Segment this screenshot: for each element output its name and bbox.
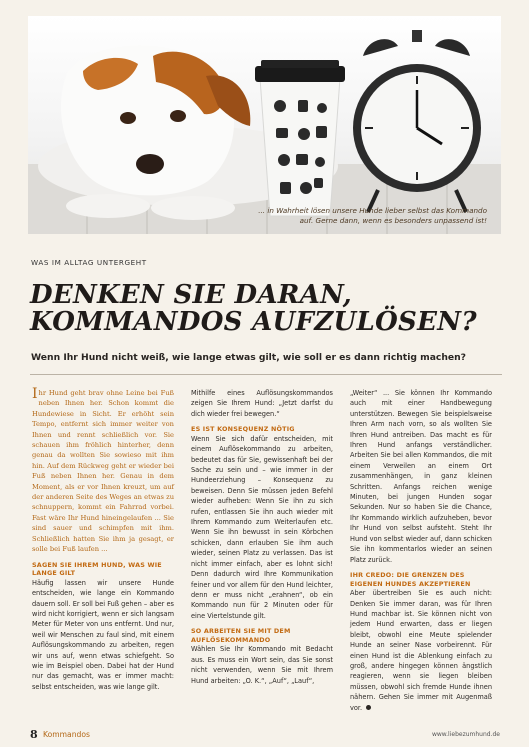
body-paragraph: Mithilfe eines Auflösungskommandos zeigen Sie Ihrem Hund: „Jetzt darfst du dich wieder frei bewegen.“: [191, 389, 333, 418]
article-kicker: WAS IM ALLTAG UNTERGEHT: [31, 258, 147, 267]
hero-photo: [28, 16, 501, 234]
footer-section: Kommandos: [43, 730, 90, 739]
lead-paragraph: [32, 388, 174, 555]
lead-text: hr Hund geht brav ohne Leine bei Fuß neben Ihnen her. Schon kommt die Hundewiese in Sicht. Er erhöht sein Tempo, entfernt sich immer weiter von Ihnen und rennt schließlich vor. Sie schauen ihm fröhlich hinterher, denn genau da wollten Sie sowieso mit ihm hin. Auf dem Rückweg geht er wieder bei Fuß neben Ihnen her. Genau in dem Moment, als er vor Ihnen kreuzt, um auf der anderen Seite des Weges an etwas zu schnuppern, kommt ein Fahrrad vorbei. Fast wäre Ihr Hund hineingelaufen ... Sie sind sauer und schimpfen mit ihm. Schließlich hatten Sie ihm ja gesagt, er solle bei Fuß laufen ...: [32, 389, 174, 554]
text-column-3: [350, 388, 492, 713]
section-heading: IHR CREDO: DIE GRENZEN DES EIGENEN HUNDES AKZEPTIEREN: [350, 570, 471, 588]
divider-rule: [30, 374, 502, 375]
body-paragraph: „Weiter“ ... Sie können Ihr Kommando auch mit einer Handbewegung unterstützen. Bewegen Sie beispielsweise Ihren Arm nach vorn, so als wollten Sie Ihren Hund antreiben. Das macht es für Ihren Hund anfangs verständlicher. Arbeiten Sie bei allen Kommandos, die mit einem Verweilen an einem Ort zusammenhängen, in ganz kleinen Schritten. Anfangs reichen wenige Minuten, bei jungen Hunden sogar Sekunden. Nur so haben Sie die Chance, Ihr Kommando wirklich aufzuheben, bevor Ihr Hund von selbst aufsteht. Steht Ihr Hund von selbst wieder auf, dann schicken Sie ihn kommentarlos wieder an seinen Platz zurück.: [350, 389, 492, 564]
footer-url[interactable]: www.liebezumhund.de: [431, 731, 500, 738]
end-mark-icon: [366, 705, 371, 710]
caption-line-1: ... in Wahrheit lösen unsere Hunde lieber selbst das Kommando: [258, 206, 487, 215]
photo-caption: [237, 206, 487, 226]
final-text: Aber übertreiben Sie es auch nicht: Denken Sie immer daran, was für Ihren Hund machbar ist. Sie können nicht von jedem Hund erwarten, dass er liegen bleibt, obwohl eine Meute spielender Hunde an seiner Nase vorbeirennt. Für einen Hund ist die Ablenkung einfach zu groß, andere hingegen können ängstlich reagieren, wenn sie liegen bleiben müssen, obwohl sich fremde Hunde ihnen nähern. Gehen Sie immer mit Augenmaß vor.: [350, 589, 492, 712]
body-paragraph: Wählen Sie Ihr Kommando mit Bedacht aus. Es muss ein Wort sein, das Sie sonst nicht verwenden, wenn Sie mit Ihrem Hund arbeiten: „O. K.“, „Auf“, „Lauf“,: [191, 645, 333, 685]
drop-cap: I: [32, 386, 38, 402]
article-subhead: Wenn Ihr Hund nicht weiß, wie lange etwas gilt, wie soll er es dann richtig machen?: [31, 352, 466, 363]
body-paragraph: Häufig lassen wir unsere Hunde entscheiden, wie lange ein Kommando dauern soll. Er soll bei Fuß gehen – aber es wird nicht korrigiert, wenn er sich langsam Meter für Meter von uns entfernt. Und nur, weil wir Menschen zu faul sind, mit einem Auflösungskommando zu arbeiten, regen wir uns auf, wenn etwas schiefgeht. So wie im Beispiel oben. Dabei hat der Hund nur das gemacht, was er immer macht: selbst entscheiden, was wie lange gilt.: [32, 578, 174, 691]
page-number: 8: [30, 728, 38, 741]
caption-line-2: auf. Gerne dann, wenn es besonders unpassend ist!: [299, 216, 487, 225]
section-heading: SAGEN SIE IHREM HUND, WAS WIE LANGE GILT: [32, 560, 162, 578]
headline-line-2: KOMMANDOS AUFZULÖSEN?: [30, 307, 477, 337]
section-heading: SO ARBEITEN SIE MIT DEM AUFLÖSEKOMMANDO: [191, 627, 291, 644]
headline-line-1: DENKEN SIE DARAN,: [30, 280, 352, 310]
text-column-1: [32, 388, 174, 692]
section-heading: ES IST KONSEQUENZ NÖTIG: [191, 425, 295, 434]
coffee-cup-photo: [255, 60, 345, 216]
photo-illustration: [28, 16, 501, 234]
body-paragraph: [350, 588, 492, 713]
alarm-clock-photo: [353, 30, 481, 212]
article-headline: [30, 282, 500, 336]
text-column-2: [191, 388, 333, 686]
body-paragraph: Wenn Sie sich dafür entscheiden, mit einem Auflösekommando zu arbeiten, bedeutet das für Sie, gewissenhaft bei der Sache zu sein und – wie immer in der Hundeerziehung – Konsequenz zu beweisen. Denn Sie müssen jeden Befehl wieder aufheben: Wenn Sie ihn zu sich rufen, entlassen Sie ihn auch wieder mit Ihrem Kommando zum Weiterlaufen etc. Wenn Sie ihn bewusst in sein Körbchen schicken, dann erlauben Sie ihm auch wieder, seinen Platz zu verlassen. Das ist nicht immer einfach, aber es lohnt sich! Denn dadurch wird Ihre Kommunikation feiner und vor allem für den Hund leichter, denn er muss nicht „erahnen“, ob ein Kommando nun für 2 Minuten oder für eine Viertelstunde gilt.: [191, 434, 333, 620]
